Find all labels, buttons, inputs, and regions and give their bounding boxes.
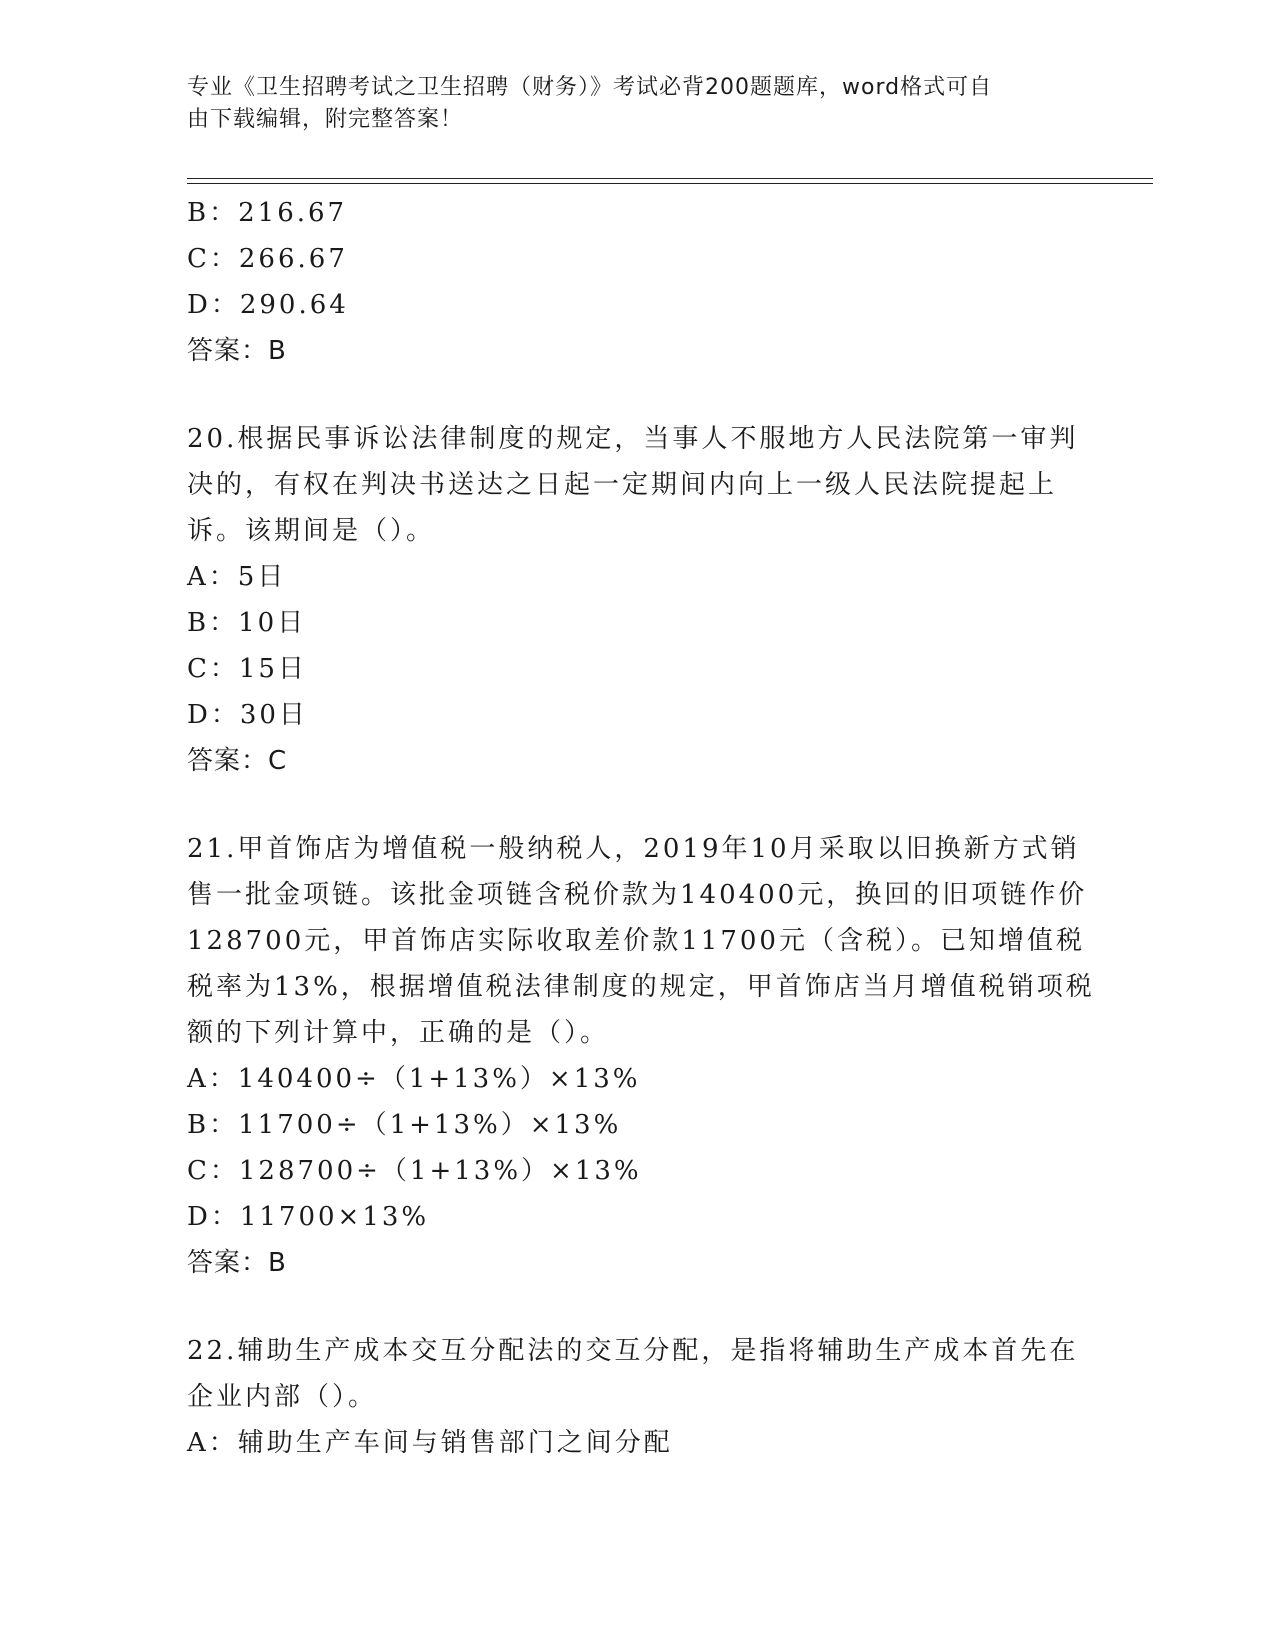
q19-option-d: D：290.64 [187, 290, 349, 320]
header-line-1: 专业《卫生招聘考试之卫生招聘（财务）》考试必背200题题库，word格式可自 [187, 75, 993, 100]
question-19 [187, 190, 1087, 374]
document-body [187, 190, 1095, 1466]
document-header [187, 72, 1067, 136]
q21-option-c: C：128700÷（1+13%）×13% [187, 1156, 642, 1186]
q20-option-d: D：30日 [187, 700, 308, 730]
question-22 [187, 1328, 1087, 1466]
question-20 [187, 416, 1087, 784]
q19-option-c: C：266.67 [187, 244, 348, 274]
q20-answer: 答案：C [187, 746, 288, 776]
question-21 [187, 826, 1095, 1286]
header-rule-bottom [187, 183, 1153, 184]
spacer [187, 374, 1087, 416]
q21-stem-line-5: 额的下列计算中，正确的是（）。 [187, 1018, 610, 1048]
spacer [187, 1286, 1087, 1328]
q22-stem-line-1: 22.辅助生产成本交互分配法的交互分配，是指将辅助生产成本首先在 [187, 1336, 1079, 1366]
q21-stem-line-2: 售一批金项链。该批金项链含税价款为140400元，换回的旧项链作价 [187, 880, 1088, 910]
q19-option-b: B：216.67 [187, 198, 348, 228]
q21-option-b: B：11700÷（1+13%）×13% [187, 1110, 622, 1140]
header-rule-top [187, 178, 1153, 179]
spacer [187, 784, 1087, 826]
q20-stem-line-3: 诉。该期间是（）。 [187, 516, 436, 546]
header-line-2: 由下载编辑，附完整答案！ [187, 107, 464, 132]
q19-answer: 答案：B [187, 336, 287, 366]
q21-stem-line-1: 21.甲首饰店为增值税一般纳税人，2019年10月采取以旧换新方式销 [187, 834, 1080, 864]
q22-stem-line-2: 企业内部（）。 [187, 1382, 378, 1412]
q22-option-a: A：辅助生产车间与销售部门之间分配 [187, 1428, 673, 1458]
q20-stem-line-1: 20.根据民事诉讼法律制度的规定，当事人不服地方人民法院第一审判 [187, 424, 1079, 454]
q21-option-d: D：11700×13% [187, 1202, 430, 1232]
q20-option-c: C：15日 [187, 654, 307, 684]
q21-stem-line-4: 税率为13%，根据增值税法律制度的规定，甲首饰店当月增值税销项税 [187, 972, 1095, 1002]
q20-option-b: B：10日 [187, 608, 307, 638]
q21-stem-line-3: 128700元，甲首饰店实际收取差价款11700元（含税）。已知增值税 [187, 926, 1085, 956]
q21-option-a: A：140400÷（1+13%）×13% [187, 1064, 641, 1094]
q20-option-a: A：5日 [187, 562, 287, 592]
q20-stem-line-2: 决的，有权在判决书送达之日起一定期间内向上一级人民法院提起上 [187, 470, 1058, 500]
q21-answer: 答案：B [187, 1248, 287, 1278]
